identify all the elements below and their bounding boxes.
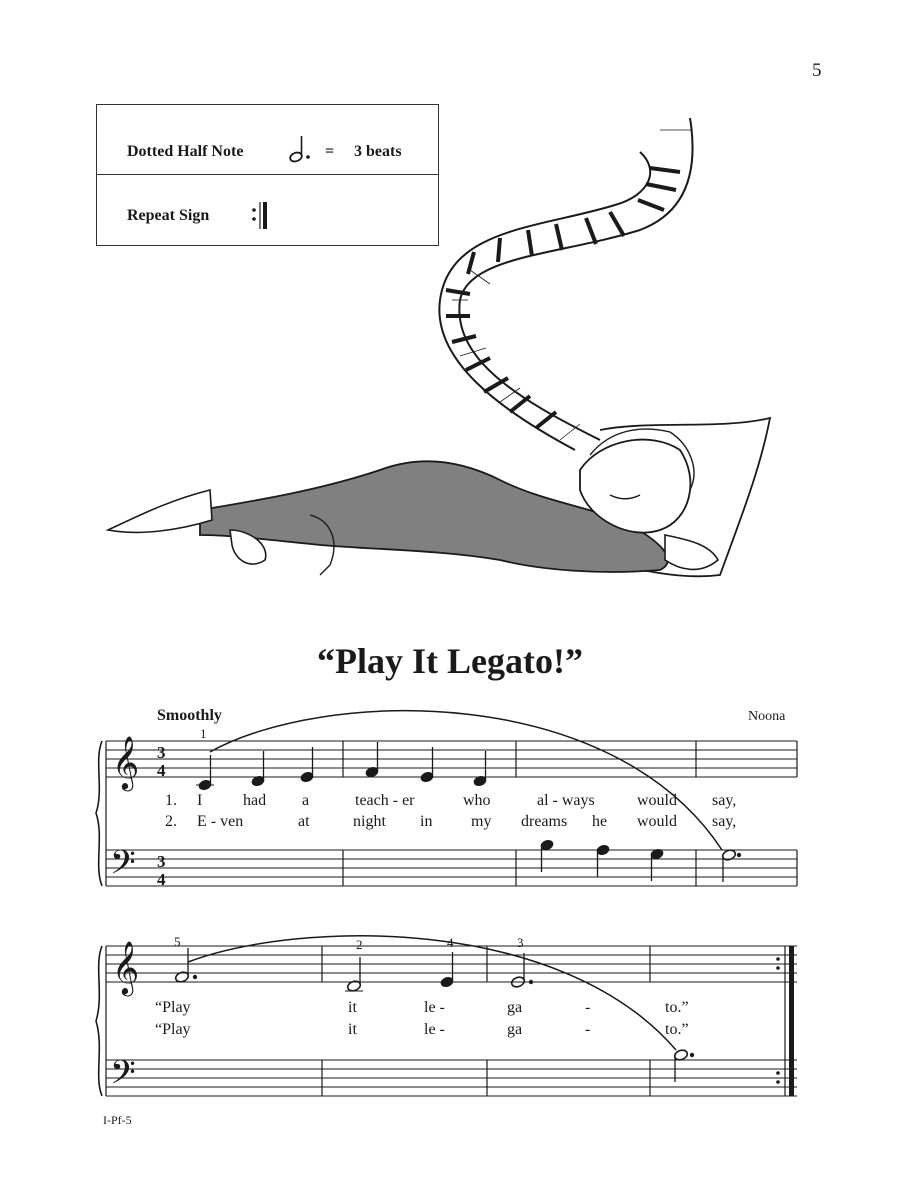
lyric-s2-v1-1: it bbox=[348, 999, 357, 1016]
bass-clef-icon-2: 𝄢 bbox=[110, 1054, 136, 1100]
lyric-s2-v1-3: ga bbox=[507, 999, 523, 1016]
lyric-s2-v1-5: to.” bbox=[665, 999, 689, 1016]
lyric-s1-v1-2: had bbox=[243, 792, 267, 809]
treble-clef-icon: 𝄞 bbox=[112, 735, 140, 789]
lyric-s2-v2-2: le - bbox=[424, 1021, 445, 1038]
footer-code: I-Pf-5 bbox=[103, 1113, 132, 1127]
lyric-s1-v2-0: 2. bbox=[165, 813, 177, 830]
tempo-marking: Smoothly bbox=[157, 707, 222, 724]
lyric-s1-v1-6: al - ways bbox=[537, 792, 595, 809]
system1-treble-staff bbox=[106, 741, 797, 777]
system1-bass-notes bbox=[540, 839, 741, 882]
system2-treble-staff bbox=[106, 946, 797, 982]
lyric-s1-v1-4: teach - er bbox=[355, 792, 415, 809]
bass-clef-icon: 𝄢 bbox=[110, 844, 136, 890]
lyric-s2-v2-3: ga bbox=[507, 1021, 523, 1038]
lyric-s1-v2-4: in bbox=[420, 813, 433, 830]
end-repeat-icon bbox=[776, 957, 780, 1084]
system2-brace-icon bbox=[96, 946, 102, 1096]
lyric-s1-v1-5: who bbox=[463, 792, 491, 809]
time-signature-treble-lower: 4 bbox=[157, 761, 166, 780]
time-signature-bass: 3 bbox=[157, 852, 166, 871]
lyric-s1-v1-0: 1. bbox=[165, 792, 177, 809]
repeat-sign-label: Repeat Sign bbox=[127, 207, 210, 224]
fingering-3: 3 bbox=[517, 935, 524, 950]
lyric-s1-v1-1: I bbox=[197, 792, 203, 809]
lyric-s1-v2-7: he bbox=[592, 813, 608, 830]
page-number: 5 bbox=[812, 60, 822, 81]
lyric-s1-v2-5: my bbox=[471, 813, 492, 830]
fingering-5: 5 bbox=[174, 934, 181, 949]
song-title: “Play It Legato!” bbox=[317, 641, 583, 681]
lyric-s1-v2-8: would bbox=[637, 813, 677, 830]
lyric-s2-v1-0: “Play bbox=[155, 999, 191, 1016]
treble-clef-icon-2: 𝄞 bbox=[112, 940, 140, 994]
lyric-s1-v2-3: night bbox=[353, 813, 386, 830]
lyric-s1-v2-2: at bbox=[298, 813, 310, 830]
lyric-s1-v2-9: say, bbox=[712, 813, 737, 830]
lyric-s2-v1-4: - bbox=[585, 999, 591, 1016]
time-signature-bass-lower: 4 bbox=[157, 870, 166, 889]
lyric-s2-v2-5: to.” bbox=[665, 1021, 689, 1038]
dotted-half-note-label: Dotted Half Note bbox=[127, 143, 244, 160]
fingering-1: 1 bbox=[200, 726, 207, 741]
legend-equals: = bbox=[325, 143, 335, 160]
final-barline bbox=[789, 946, 794, 1096]
system1-brace-icon bbox=[96, 741, 102, 886]
dotted-half-note-value: 3 beats bbox=[354, 143, 402, 160]
system2-bass-notes bbox=[673, 1049, 693, 1082]
system1-bass-staff bbox=[106, 850, 797, 886]
composer: Noona bbox=[748, 709, 786, 724]
time-signature-treble: 3 bbox=[157, 743, 166, 762]
lyric-s2-v1-2: le - bbox=[424, 999, 445, 1016]
system2-bass-staff bbox=[106, 1060, 797, 1096]
lyric-s1-v1-7: would bbox=[637, 792, 677, 809]
fingering-4: 4 bbox=[447, 935, 454, 950]
lyric-s1-v2-1: E - ven bbox=[197, 813, 244, 830]
lyric-s1-v1-8: say, bbox=[712, 792, 737, 809]
lyric-s2-v2-1: it bbox=[348, 1021, 357, 1038]
lyric-s2-v2-0: “Play bbox=[155, 1021, 191, 1038]
system1-treble-notes bbox=[196, 742, 487, 791]
lyric-s1-v1-3: a bbox=[302, 792, 310, 809]
fingering-2: 2 bbox=[356, 937, 363, 952]
lyric-s1-v2-6: dreams bbox=[521, 813, 568, 830]
lyric-s2-v2-4: - bbox=[585, 1021, 591, 1038]
